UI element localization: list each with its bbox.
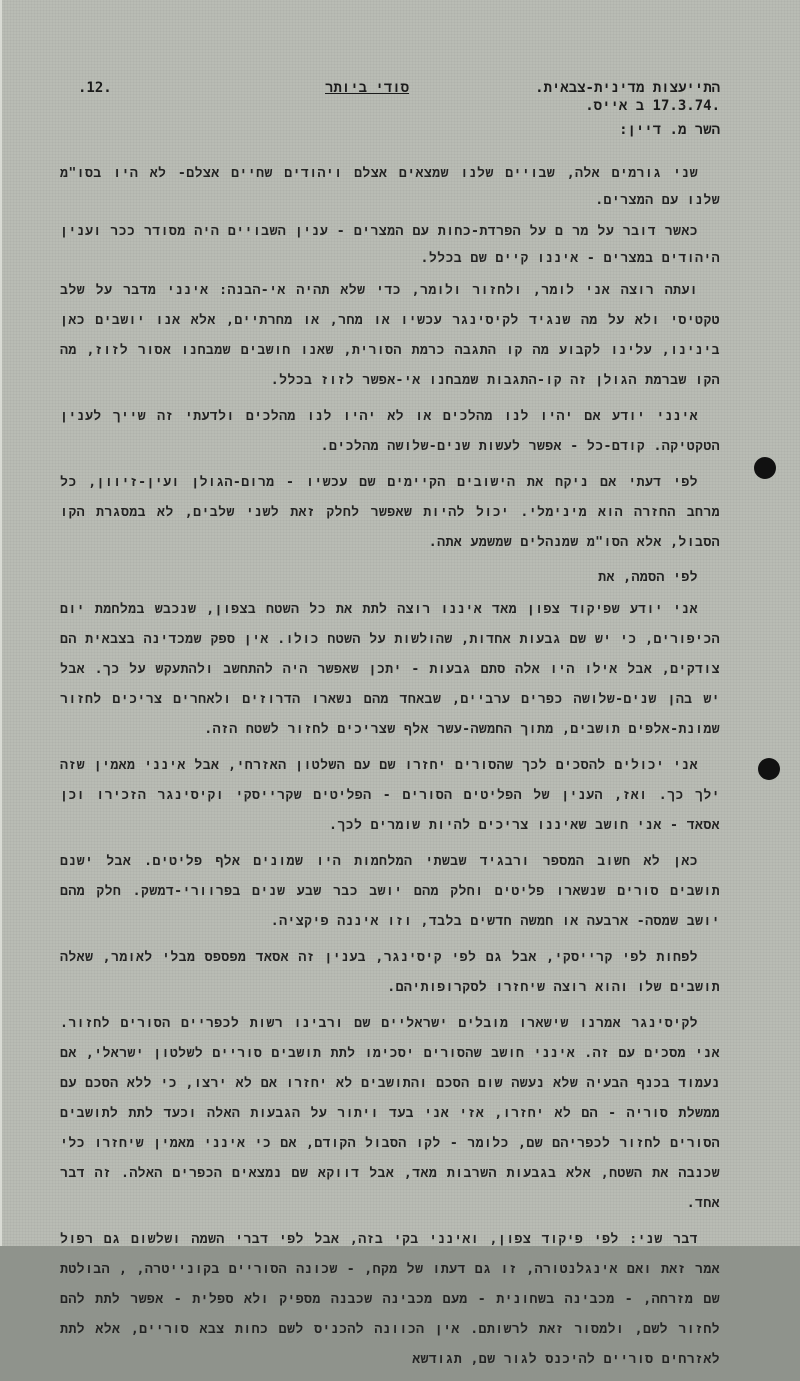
paragraph: ועתה רוצה אני לומר, ולחזור ולומר, כדי שלא תהיה אי-הבנה: אינני מדבר על שלב טקטיסי ולא על מה שנגיד לקיסינגר עכשיו או מחר, או מחרתיים, אלא אנו יושבים כאן בינינו, עלינו לקבוע מה קו התגבה כרמת הסורית, שאנו חושבים שמבחנו אסור לזוז, מה הקו שברמת הגולן זה קו-התגבות שמבחנו אי-אפשר לזוז בכלל. [60, 283, 720, 388]
page-edge [0, 0, 2, 1246]
paragraph: לפי דעתי אם ניקח את הישובים הקיימים שם עכשיו - מרום-הגולן ועין-זיוון, כל מרחב החזרה הוא מינימלי. יכול להיות שאפשר לחלק זאת לשני שלבים, לא במסגרת הקו הסבול, אלא הסו"מ שמנהלים שמשמע אתה. [60, 475, 720, 550]
meeting-date: .17.3.74 ב אייס. [585, 98, 720, 114]
paragraph: שני גורמים אלה, שבויים שלנו שמצאים אצלם ויהודים שחיים אצלם- לא היו בסו"מ שלנו עם המצרים. [60, 166, 720, 208]
binder-hole-lower [758, 758, 780, 780]
document-header [70, 80, 720, 150]
paragraph: אינני יודע אם יהיו לנו מהלכים או לא יהיו לנו מהלכים ולדעתי זה שייך לענין הטקטיקה. קודם-כל - אפשר לעשות שנים-שלושה מהלכים. [60, 409, 720, 454]
speaker-label: השר מ. דיין: [619, 122, 720, 138]
page-number: .12. [78, 80, 112, 96]
paragraph: לקיסינגר אמרנו שישארו מובלים ישראליים שם ורבינו רשות לכפריים הסורים לחזור. אני מסכים עם זה. אינני חושב שהסורים יסכימו לתת תושבים סוריים לשלטון ישראלי, אם נעמוד בכנף הבעיה שלא נעשה שום הסכם והתושבים לא יחזרו אם לא ירצו, כי ללא הסכם עם ממשלת סוריה - הם לא יחזרו, אזי אני בעד ויתור על הגבעות האלה וכעד לתת לתושבים הסורים לחזור לכפריהם שם, כלומר - לקו הסבול הקודם, אם כי אינני מאמין שיחזרו כלי שכנבה את השטח, אלא בגבעות השרבות מאד, אבל דווקא שם נמצאים הכפרים האלה. זה דבר אחד. [60, 1016, 720, 1211]
paragraph: אני יודע שפיקוד צפון מאד איננו רוצה לתת את כל השטח בצפון, שנכבש במלחמת יום הכיפורים, כי יש שם גבעות אחדות, שהולשות על השטח כולו. אין ספק שמכדינה בצבאית הם צודקים, אבל אילו היו אלה סתם גבעות - יתכן שאפשר היה להתחשב ולהתעקש על כך. אבל יש בהן שנים-שלושה כפרים ערביים, שבאחד מהם נשארו הדרוזים ולאחרים צריכים לחזור שמונת-אלפים תושבים, מתוך החמשה-עשר אלף שצריכים לחזור לשטח הזה. [60, 602, 720, 737]
paragraph: דבר שני: לפי פיקוד צפון, ואינני בקי בזה, אבל לפי דברי השמה ושלשום גם רפול אמר זאת ואם אינגלנטורה, זו גם דעתו של מקח, - שכונה הסוריים בקונייטרה, , הבולטת שם מזרחה, - מכבינה בשחונית - מעם מכבינה שכבנה מספיק ולא ספלית - אפשר לתת להם לחזור לשם, ולמסור זאת לרשותם. אין הכוונה להכניס לשם כחות צבא סוריים, אלא לתת לאזרחים סוריים להיכנס לגור שם, תגודשא [60, 1232, 720, 1367]
classification-label: סודי ביותר [325, 80, 410, 96]
paragraph: כאשר דובר על מר ם על הפרדת-כחות עם המצרים - ענין השבויים היה מסודר ככר וענין היהודים במצרים - איננו קיים שם בכלל. [60, 224, 720, 266]
paragraph: לפי הסמה, את [598, 570, 698, 585]
binder-hole-upper [754, 457, 776, 479]
meeting-title: התייעצות מדינית-צבאית. [535, 80, 720, 96]
paragraph: כאן לא חשוב המספר ורבגיד שבשתי המלחמות היו שמונים אלף פליטים. אבל ישנם תושבים סורים שנשארו פליטים וחלק מהם יושב כבר שבע שנים בפרוורי-דמשק. חלק מהם יושב שמסה- ארבעה או חמשה חדשים בלבד, וזו איננה פיקציה. [60, 854, 720, 929]
paragraph: לפחות לפי קרייסקי, אבל גם לפי קיסינגר, בענין זה אסאד מפספס מבלי לאומר, שאלה תושבים שלו והוא רוצה שיחזרו לסקרופותיהם. [60, 950, 720, 995]
document-body [60, 160, 720, 1381]
paragraph: אני יכולים להסכים לכך שהסורים יחזרו שם עם השלטון האזרחי, אבל אינני מאמין שזה ילך כך. ואז, הענין של הפליטים הסורים - הפליטים שקרייסקי וקיסינגר הזכירו וכן אסאד - אני חושב שאיננו צריכים להיות שומרים לכך. [60, 758, 720, 833]
